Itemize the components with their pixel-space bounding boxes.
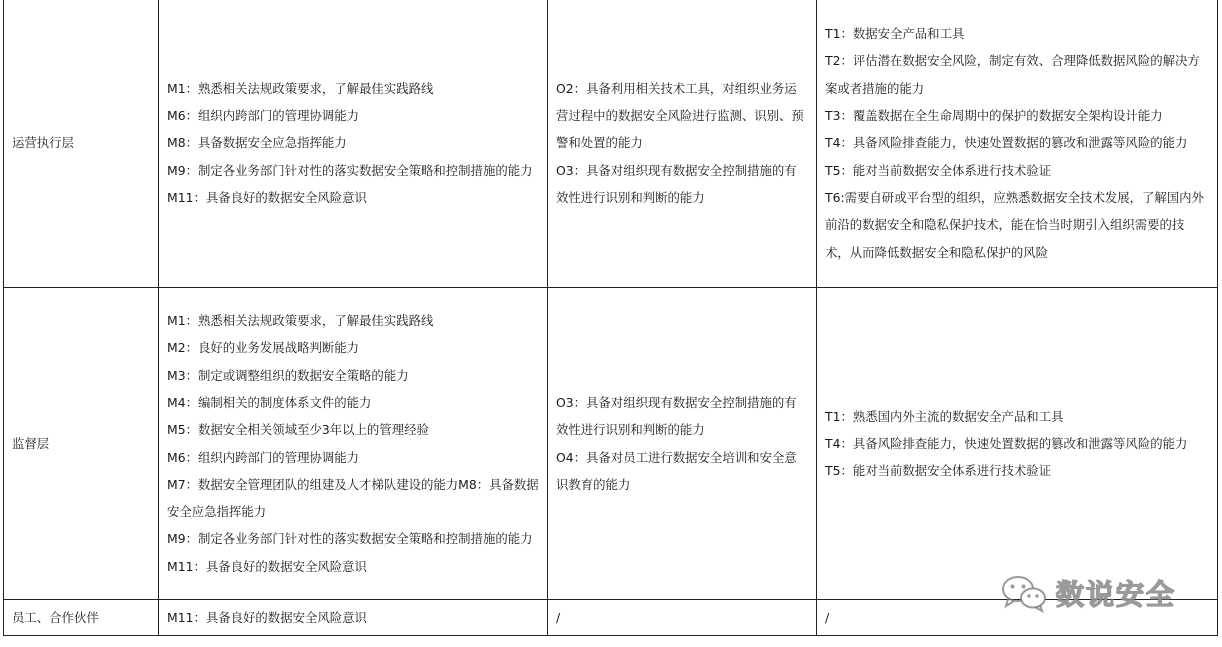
operational-capabilities-cell (548, 288, 817, 600)
level-cell: 员工、合作伙伴 (4, 600, 159, 636)
wechat-icon (1000, 573, 1048, 613)
capability-item: M1：熟悉相关法规政策要求，了解最佳实践路线 (167, 313, 434, 329)
capability-item: M11：具备良好的数据安全风险意识 (167, 558, 367, 574)
capability-item: O2：具备利用相关技术工具，对组织业务运营过程中的数据安全风险进行监测、识别、预警和处置的能力 (556, 80, 804, 151)
technical-capabilities-cell (817, 0, 1218, 288)
capability-item: / (825, 609, 830, 625)
capability-item: M6：组织内跨部门的管理协调能力 (167, 449, 360, 465)
management-capabilities-cell (159, 600, 548, 636)
capability-item: T2：评估潜在数据安全风险，制定有效、合理降低数据风险的解决方案或者措施的能力 (825, 53, 1200, 96)
capability-item: M6：组织内跨部门的管理协调能力 (167, 108, 360, 124)
capability-item: M1：熟悉相关法规政策要求，了解最佳实践路线 (167, 80, 434, 96)
capability-item: / (556, 609, 561, 625)
capability-item: T1：熟悉国内外主流的数据安全产品和工具 (825, 408, 1064, 424)
capability-item: M5：数据安全相关领域至少3年以上的管理经验 (167, 422, 429, 438)
level-cell: 监督层 (4, 288, 159, 600)
capability-item: T3：覆盖数据在全生命周期中的保护的数据安全架构设计能力 (825, 108, 1163, 124)
technical-capabilities-cell (817, 288, 1218, 600)
watermark (1000, 573, 1176, 613)
management-capabilities-cell (159, 0, 548, 288)
capability-item: M7：数据安全管理团队的组建及人才梯队建设的能力M8：具备数据安全应急指挥能力 (167, 476, 539, 520)
capability-item: M8：具备数据安全应急指挥能力 (167, 135, 347, 151)
operational-capabilities-cell (548, 600, 817, 636)
capability-item: T4：具备风险排查能力，快速处置数据的篡改和泄露等风险的能力 (825, 135, 1188, 151)
management-capabilities-cell (159, 288, 548, 600)
level-cell: 运营执行层 (4, 0, 159, 288)
capability-item: T6:需要自研或平台型的组织，应熟悉数据安全技术发展，了解国内外前沿的数据安全和隐私保护技术，能在恰当时期引入组织需要的技术，从而降低数据安全和隐私保护的风险 (825, 189, 1204, 260)
capability-item: O3：具备对组织现有数据安全控制措施的有效性进行识别和判断的能力 (556, 162, 797, 205)
table-row-supervision (4, 288, 1218, 600)
capability-item: O4：具备对员工进行数据安全培训和安全意识教育的能力 (556, 449, 797, 492)
capability-table (3, 0, 1218, 636)
watermark-text: 数说安全 (1056, 578, 1177, 611)
capability-item: T5：能对当前数据安全体系进行技术验证 (825, 162, 1052, 178)
capability-item: T5：能对当前数据安全体系进行技术验证 (825, 463, 1052, 479)
operational-capabilities-cell (548, 0, 817, 288)
capability-item: O3：具备对组织现有数据安全控制措施的有效性进行识别和判断的能力 (556, 394, 797, 438)
capability-item: M11：具备良好的数据安全风险意识 (167, 609, 367, 625)
capability-item: M2：良好的业务发展战略判断能力 (167, 340, 360, 356)
table-row-operations (4, 0, 1218, 288)
capability-item: M9：制定各业务部门针对性的落实数据安全策略和控制措施的能力 (167, 162, 533, 178)
capability-item: M4：编制相关的制度体系文件的能力 (167, 394, 372, 410)
capability-item: M3：制定或调整组织的数据安全策略的能力 (167, 367, 409, 383)
capability-item: T4：具备风险排查能力，快速处置数据的篡改和泄露等风险的能力 (825, 435, 1188, 451)
capability-item: M9：制定各业务部门针对性的落实数据安全策略和控制措施的能力 (167, 531, 533, 547)
capability-item: T1：数据安全产品和工具 (825, 26, 965, 42)
capability-item: M11：具备良好的数据安全风险意识 (167, 189, 367, 205)
